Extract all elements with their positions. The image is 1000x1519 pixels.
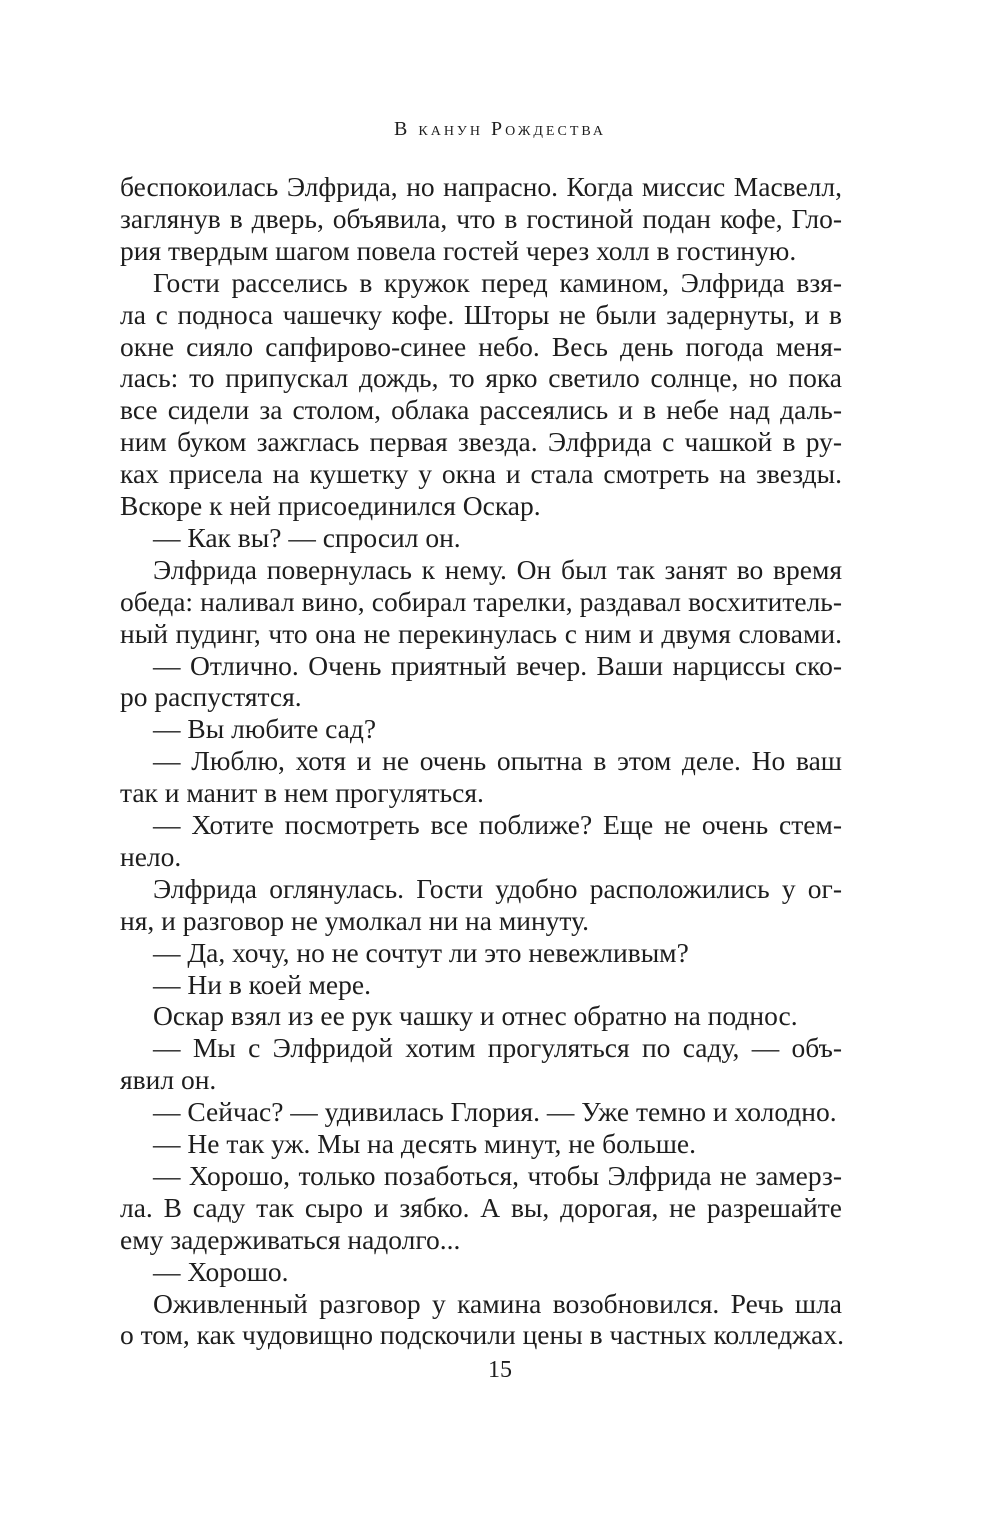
text-line: Гости расселись в кружок перед камином, Элфрида взя- <box>153 266 842 298</box>
text-line: лась: то припускал дождь, то ярко светило солнце, но пока <box>120 362 842 394</box>
text-line: Вскоре к ней присоединился Оскар. <box>120 490 541 521</box>
text-line: нело. <box>120 840 182 872</box>
text-line: ня, и разговор не умолкал ни на минуту. <box>120 904 589 936</box>
text-line: Элфрида оглянулась. Гости удобно расположились у ог- <box>153 872 842 904</box>
text-line: — Вы любите сад? <box>153 713 377 745</box>
text-line: ный пудинг, что она не перекинулась с ним и двумя словами. <box>120 617 842 649</box>
text-line: так и манит в нем прогуляться. <box>120 777 484 809</box>
text-line: ему задерживаться надолго... <box>120 1223 461 1255</box>
text-line: обеда: наливал вино, собирал тарелки, раздавал восхититель- <box>120 585 842 617</box>
page-number: 15 <box>488 1357 512 1383</box>
text-line: Элфрида повернулась к нему. Он был так занят во время <box>153 553 842 585</box>
text-line: рия твердым шагом повела гостей через холл в гостиную. <box>120 234 797 266</box>
text-line: — Хорошо. <box>153 1255 289 1287</box>
text-line: ла с подноса чашечку кофе. Шторы не были задернуты, и в <box>120 298 842 330</box>
text-line: Оскар взял из ее рук чашку и отнес обратно на поднос. <box>153 1000 798 1032</box>
text-line: — Сейчас? — удивилась Глория. — Уже темно и холодно. <box>153 1096 837 1128</box>
text-line: — Не так уж. Мы на десять минут, не больше. <box>153 1128 697 1159</box>
text-line: — Как вы? — спросил он. <box>153 521 461 553</box>
text-line: Оживленный разговор у камина возобновился. Речь шла <box>153 1287 842 1319</box>
text-line: — Хорошо, только позаботься, чтобы Элфрида не замерз- <box>153 1159 842 1191</box>
text-line: — Да, хочу, но не сочтут ли это невежливым? <box>153 936 689 968</box>
text-line: — Отлично. Очень приятный вечер. Ваши нарциссы ско- <box>153 649 842 681</box>
text-line: — Мы с Элфридой хотим прогуляться по саду, — объ- <box>153 1032 842 1064</box>
text-line: ро распустятся. <box>120 681 302 713</box>
text-line: ла. В саду так сыро и зябко. А вы, дорогая, не разрешайте <box>120 1191 842 1223</box>
text-line: — Люблю, хотя и не очень опытна в этом деле. Но ваш <box>153 745 842 777</box>
text-line: ним буком зажглась первая звезда. Элфрида с чашкой в ру- <box>120 426 842 458</box>
text-line: ках присела на кушетку у окна и стала смотреть на звезды. <box>120 458 842 490</box>
text-line: беспокоилась Элфрида, но напрасно. Когда миссис Масвелл, <box>120 171 842 202</box>
text-line: окне сияло сапфирово-синее небо. Весь день погода меня- <box>120 330 842 362</box>
running-head: В канун Рождества <box>394 118 606 140</box>
text-line: все сидели за столом, облака рассеялись и в небе над даль- <box>120 394 842 426</box>
text-line: заглянув в дверь, объявила, что в гостиной подан кофе, Гло- <box>120 202 842 234</box>
text-line: — Хотите посмотреть все поближе? Еще не очень стем- <box>153 809 842 840</box>
text-line: — Ни в коей мере. <box>153 968 371 1000</box>
text-line: явил он. <box>120 1064 217 1096</box>
text-line: о том, как чудовищно подскочили цены в частных колледжах. <box>120 1319 844 1351</box>
